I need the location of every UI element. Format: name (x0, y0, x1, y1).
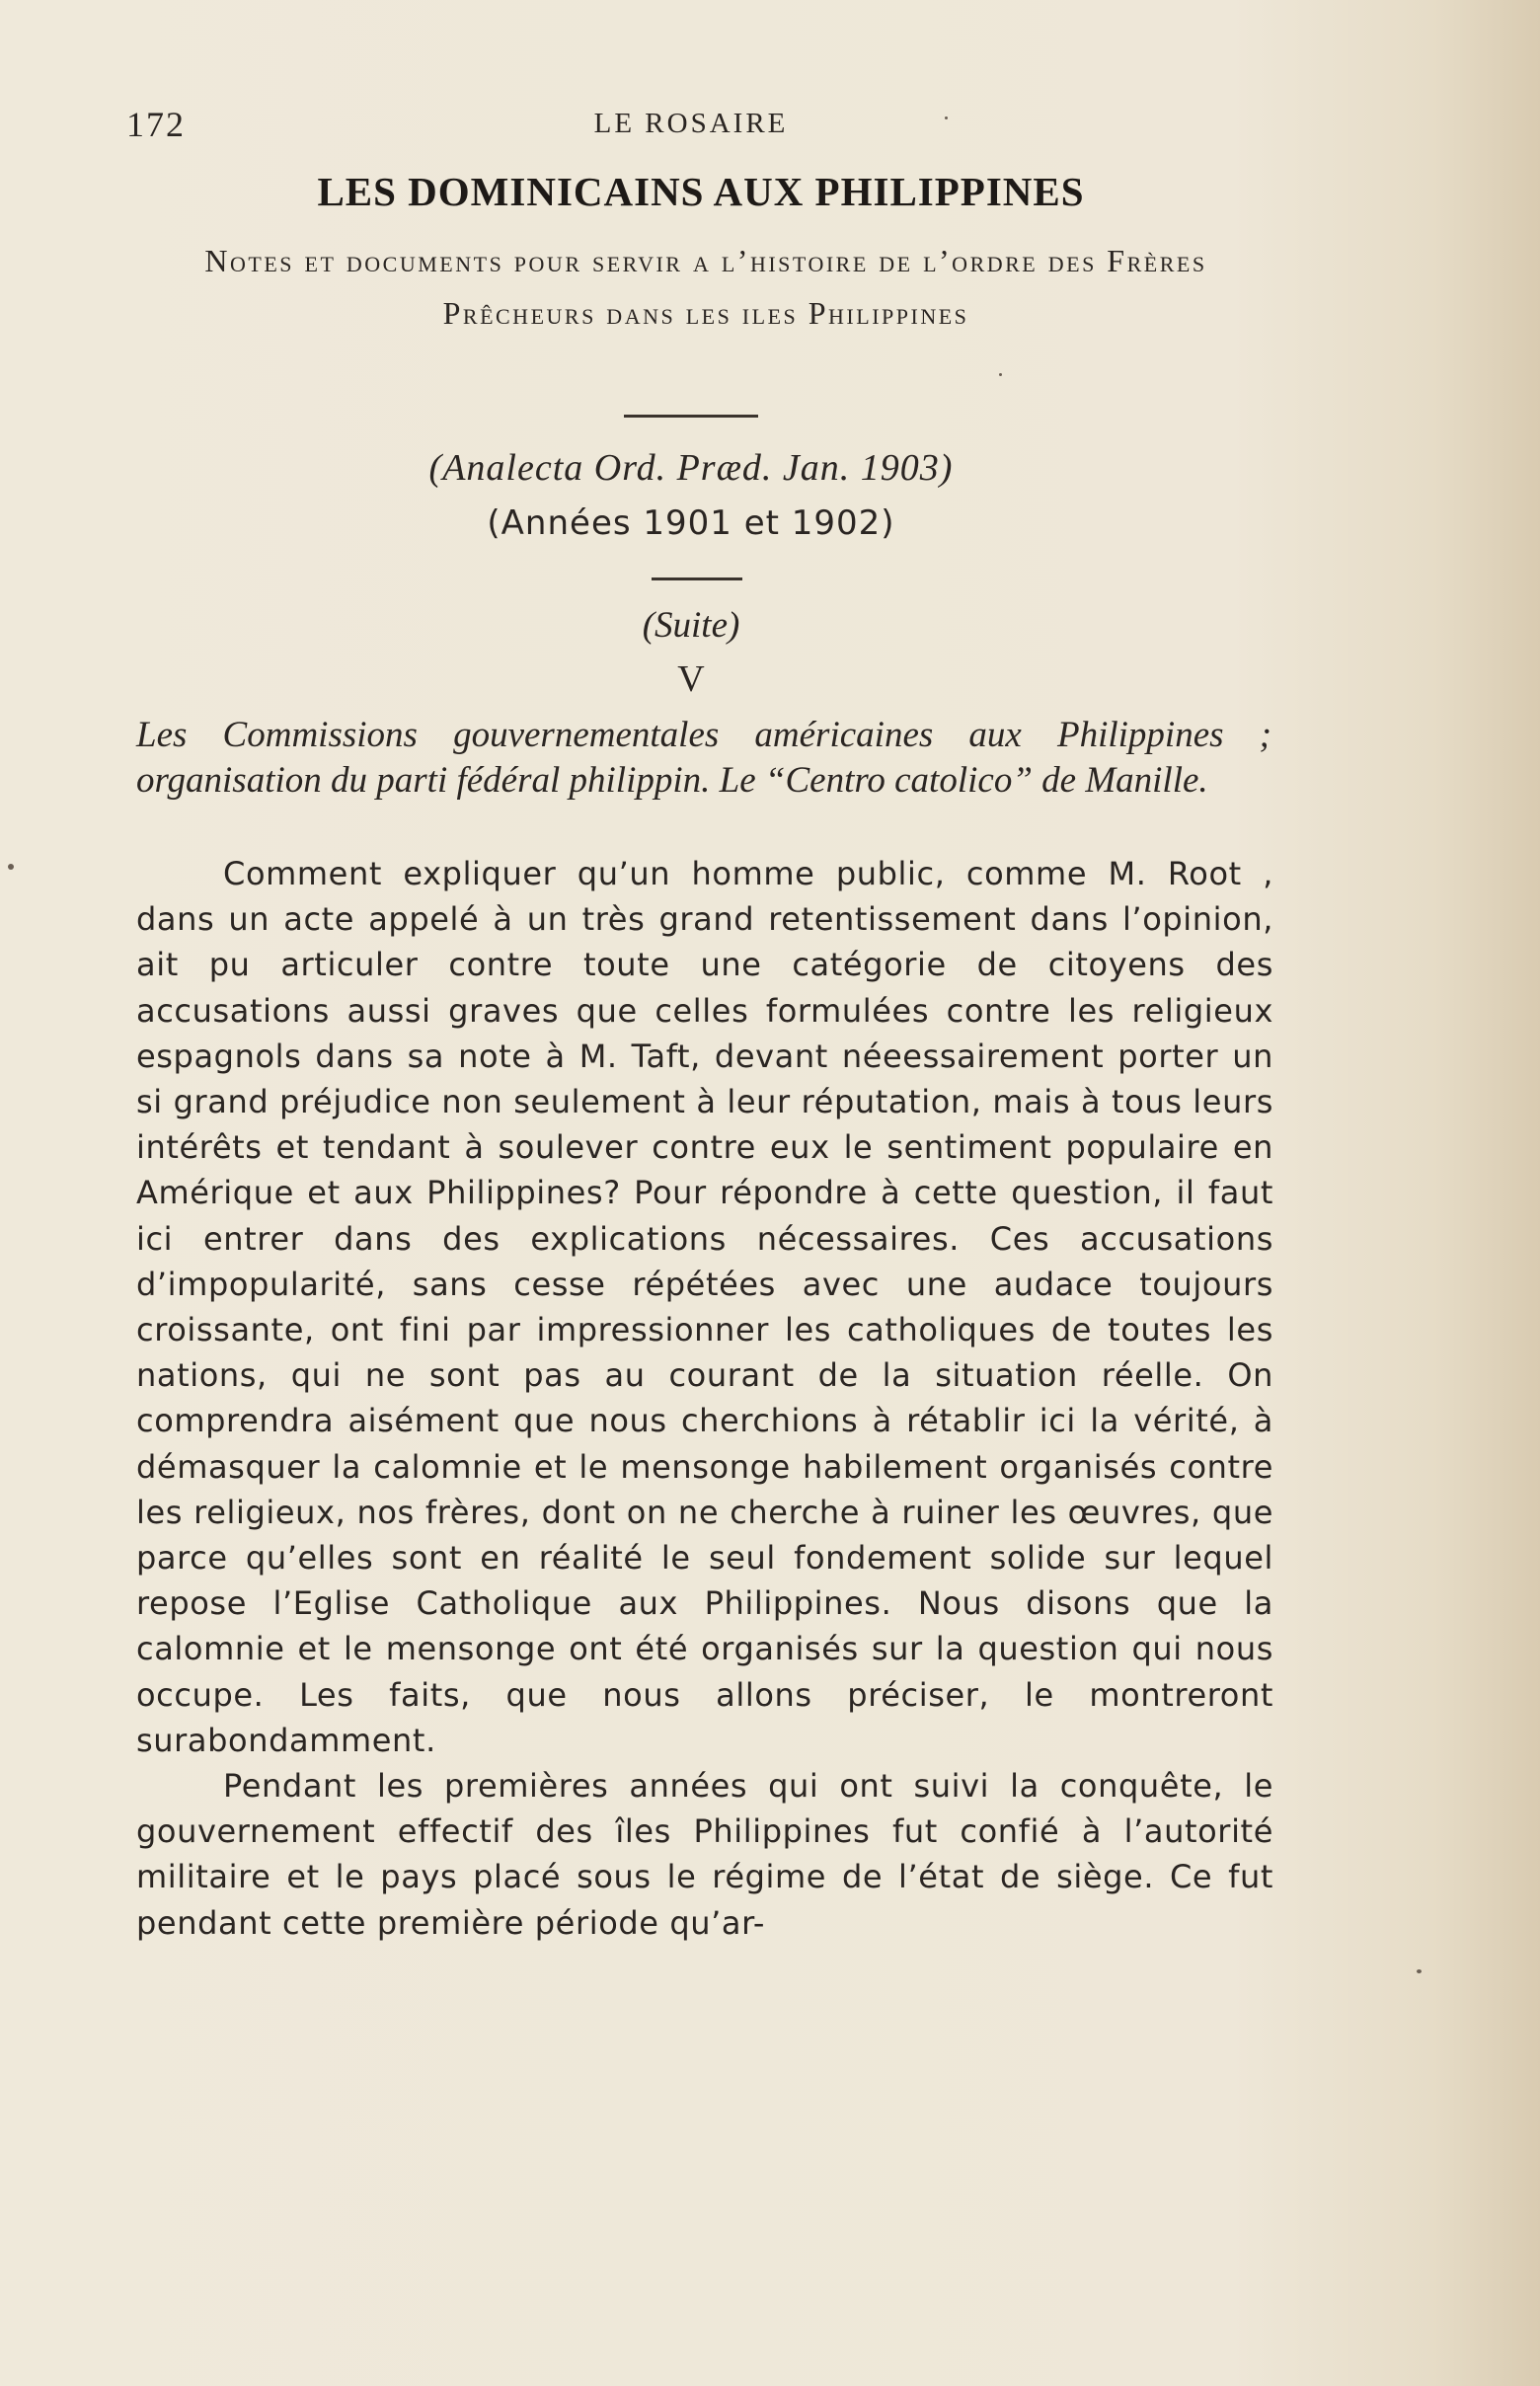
paper-speck (8, 864, 14, 870)
section-summary: Les Commissions gouvernementales américaines aux Philippines ; organisation du parti fédéral philippin. Le “Centro catolico” de Manille. (136, 715, 1271, 801)
body-paragraph: Comment expliquer qu’un homme public, comme M. Root , dans un acte appelé à un très grand retentissement dans l’opinion, ait pu articuler contre toute une catégorie de citoyens des accusations aussi graves que celles formulées contre les religieux espagnols dans sa note à M. Taft, devant néeessairement porter un si grand préjudice non seulement à leur réputation, mais à tous leurs intérêts et tendant à soulever contre eux le sentiment populaire en Amérique et aux Philippines? Pour répondre à cette question, il faut ici entrer dans des explications nécessaires. Ces accusations d’impopularité, sans cesse répétées avec une audace toujours croissante, ont fini par impressionner les catholiques de toutes les nations, qui ne sont pas au courant de la situation réelle. On comprendra aisément que nous cherchions à rétablir ici la vérité, à démasquer la calomnie et le mensonge habilement organisés contre les religieux, nos frères, dont on ne cherche à ruiner les œuvres, que parce qu’elles sont en réalité le seul fondement solide sur lequel repose l’Eglise Catholique aux Philippines. Nous disons que la calomnie et le mensonge ont été organisés sur la question qui nous occupe. Les faits, que nous allons préciser, le montreront surabondamment. (136, 855, 1273, 1759)
running-head (0, 104, 1540, 143)
article-title: LES DOMINICAINS AUX PHILIPPINES (317, 169, 1085, 214)
article-body (136, 851, 1273, 1946)
journal-title: LE ROSAIRE (593, 108, 789, 139)
page-number: 172 (126, 105, 186, 144)
source-citation: (Analecta Ord. Præd. Jan. 1903) (428, 447, 954, 489)
paper-speck (1417, 1969, 1422, 1973)
article-subtitle: Notes et documents pour servir a l’histoire de l’ordre des Frères Prêcheurs dans les iles Philippines (204, 243, 1207, 331)
paper-speck (999, 373, 1002, 376)
continuation-note: (Suite) (642, 605, 740, 646)
section-number: V (677, 658, 705, 700)
body-paragraph: Pendant les premières années qui ont suivi la conquête, le gouvernement effectif des îles Philippines fut confié à l’autorité militaire et le pays placé sous le régime de l’état de siège. Ce fut pendant cette première période qu’ar- (136, 1767, 1273, 1942)
paper-speck (945, 116, 948, 119)
years-note: (Années 1901 et 1902) (487, 503, 895, 543)
divider-rule (624, 415, 758, 418)
divider-rule (652, 577, 742, 580)
